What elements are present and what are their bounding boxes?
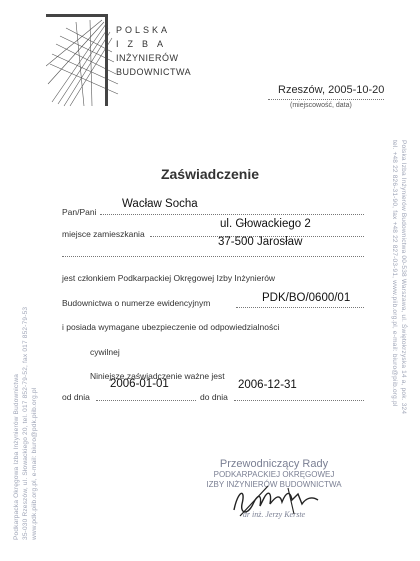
valid-to-rule xyxy=(234,400,364,401)
side-line: www.pdk.piib.org.pl, e-mail: biuro@pdk.piib.org.pl xyxy=(31,387,38,540)
address-rule-2 xyxy=(62,256,364,257)
place-date-caption: (miejscowość, data) xyxy=(290,102,352,109)
organization-name xyxy=(116,23,191,79)
side-line: Polska Izba Inżynierów Budownictwa 00-538 Warszawa, ul. Świętokrzyska 14 a, pok. 324 xyxy=(400,140,407,415)
side-line: tel. +48 22 826-31-90, fax +48 22 827-03-91, www.piib.org.pl, e-mail: biuro@piib.org.pl xyxy=(391,140,398,407)
org-line: BUDOWNICTWA xyxy=(116,67,192,77)
date-rule xyxy=(268,99,384,100)
org-line: IZBA xyxy=(116,39,173,49)
side-line: Podkarpacka Okręgowa Izba Inżynierów Budownictwa xyxy=(13,373,20,540)
stamp-name: dr inż. Jerzy Kerste xyxy=(242,510,306,519)
valid-to-label: do dnia xyxy=(200,392,228,402)
address-line-1: ul. Głowackiego 2 xyxy=(220,218,311,230)
stamp-line-2: IZBY INŻYNIERÓW BUDOWNICTWA xyxy=(206,480,342,489)
right-side-address xyxy=(390,140,408,540)
left-side-address xyxy=(12,100,39,540)
membership-text-2: Budownictwa o numerze ewidencyjnym xyxy=(62,298,211,308)
stamp-title: Przewodniczący Rady xyxy=(219,458,329,470)
document-title: Zaświadczenie xyxy=(160,166,260,182)
validity-text: Niniejsze zaświadczenie ważne jest xyxy=(90,371,225,381)
stamp-line-1: PODKARPACKIEJ OKRĘGOWEJ xyxy=(213,470,335,479)
piib-logo-icon xyxy=(46,14,122,110)
insurance-text-1: i posiada wymagane ubezpieczenie od odpowiedzialności xyxy=(62,322,280,332)
name-value: Wacław Socha xyxy=(122,198,198,210)
address-label: miejsce zamieszkania xyxy=(62,229,145,239)
insurance-text-2: cywilnej xyxy=(90,347,120,357)
org-line: INŻYNIERÓW xyxy=(116,53,179,63)
address-line-2: 37-500 Jarosław xyxy=(218,236,303,248)
name-rule xyxy=(100,214,364,215)
valid-to-value: 2006-12-31 xyxy=(238,379,297,391)
signature-icon xyxy=(228,480,328,522)
valid-from-label: od dnia xyxy=(62,392,90,402)
name-label: Pan/Pani xyxy=(62,207,97,217)
membership-text-1: jest członkiem Podkarpackiej Okręgowej Izby Inżynierów xyxy=(62,273,276,283)
valid-from-rule xyxy=(96,400,196,401)
membership-rule xyxy=(236,307,364,308)
org-line: POLSKA xyxy=(116,25,171,35)
valid-from-value: 2006-01-01 xyxy=(110,378,169,390)
membership-number: PDK/BO/0600/01 xyxy=(262,292,351,304)
side-line: 35-030 Rzeszów, ul. Słowackiego 20, tel. 017 852-79-52, fax 017 852-79-53 xyxy=(22,306,29,540)
place-date: Rzeszów, 2005-10-20 xyxy=(278,84,385,96)
